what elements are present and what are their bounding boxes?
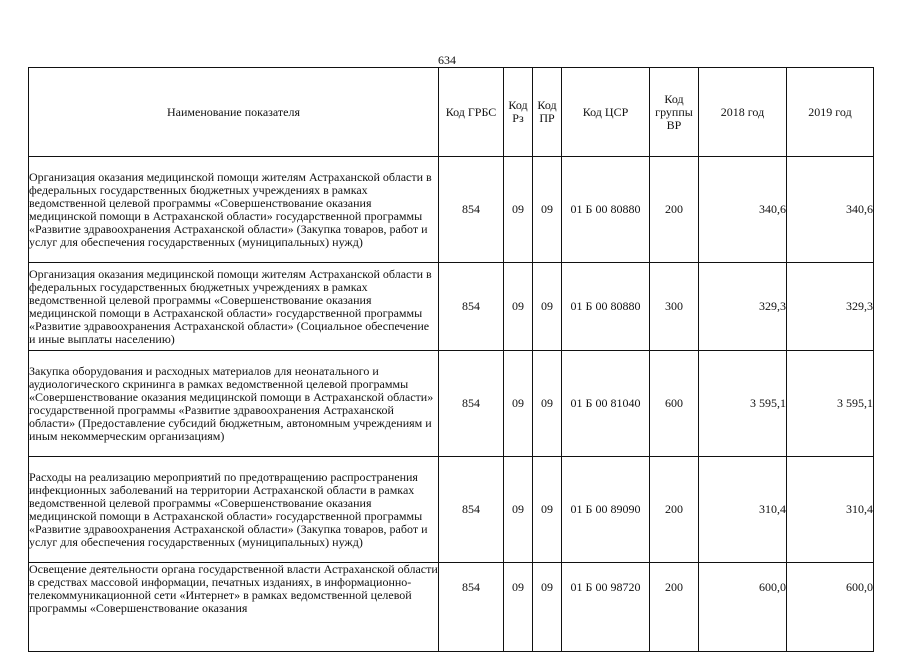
row-name: Организация оказания медицинской помощи жителям Астраханской области в федеральных государственных бюджетных учреждениях в рамках ведомственной целевой программы «Совершенствование оказания медицинской помощи в Астраханской области» государственной программы «Развитие здравоохранения Астраханской области» (Социальное обеспечение и иные выплаты населению): [29, 263, 439, 351]
row-rz: 09: [504, 457, 533, 563]
row-rz: 09: [504, 563, 533, 652]
row-2019: 329,3: [787, 263, 874, 351]
row-grbs: 854: [439, 263, 504, 351]
table-row: [29, 157, 874, 263]
row-name: Организация оказания медицинской помощи жителям Астраханской области в федеральных государственных бюджетных учреждениях в рамках ведомственной целевой программы «Совершенствование оказания медицинской помощи в Астраханской области» государственной программы «Развитие здравоохранения Астраханской области» (Закупка товаров, работ и услуг для обеспечения государственных (муниципальных) нужд): [29, 157, 439, 263]
header-2019: 2019 год: [787, 68, 874, 157]
table-row: [29, 563, 874, 652]
table-row: [29, 457, 874, 563]
table-row: [29, 263, 874, 351]
row-csr: 01 Б 00 81040: [562, 351, 650, 457]
header-name: Наименование показателя: [29, 68, 439, 157]
table-header-row: [29, 68, 874, 157]
row-2019: 3 595,1: [787, 351, 874, 457]
row-csr: 01 Б 00 98720: [562, 563, 650, 652]
table-row: [29, 351, 874, 457]
row-vr: 200: [650, 563, 699, 652]
row-2019: 600,0: [787, 563, 874, 652]
row-2018: 340,6: [699, 157, 787, 263]
row-pr: 09: [533, 351, 562, 457]
row-2019: 340,6: [787, 157, 874, 263]
page-number: 634: [438, 53, 456, 67]
row-vr: 200: [650, 157, 699, 263]
row-2018: 600,0: [699, 563, 787, 652]
row-2018: 3 595,1: [699, 351, 787, 457]
row-rz: 09: [504, 263, 533, 351]
header-rz: Код Рз: [504, 68, 533, 157]
row-csr: 01 Б 00 80880: [562, 157, 650, 263]
row-pr: 09: [533, 563, 562, 652]
row-grbs: 854: [439, 157, 504, 263]
row-pr: 09: [533, 457, 562, 563]
row-2018: 310,4: [699, 457, 787, 563]
row-rz: 09: [504, 157, 533, 263]
row-vr: 300: [650, 263, 699, 351]
row-vr: 600: [650, 351, 699, 457]
row-grbs: 854: [439, 457, 504, 563]
row-name: Освещение деятельности органа государственной власти Астраханской области в средствах массовой информации, печатных изданиях, в информационно-телекоммуникационной сети «Интернет» в рамках ведомственной целевой программы «Совершенствование оказания: [29, 563, 439, 652]
header-vr: Код группы ВР: [650, 68, 699, 157]
row-name: Закупка оборудования и расходных материалов для неонатального и аудиологического скрининга в рамках ведомственной целевой программы «Совершенствование оказания медицинской помощи в Астраханской области» государственной программы «Развитие здравоохранения Астраханской области» (Предоставление субсидий бюджетным, автономным учреждениям и иным некоммерческим организациям): [29, 351, 439, 457]
row-pr: 09: [533, 263, 562, 351]
row-grbs: 854: [439, 563, 504, 652]
row-csr: 01 Б 00 80880: [562, 263, 650, 351]
row-2019: 310,4: [787, 457, 874, 563]
row-2018: 329,3: [699, 263, 787, 351]
header-2018: 2018 год: [699, 68, 787, 157]
row-name: Расходы на реализацию мероприятий по предотвращению распространения инфекционных заболеваний на территории Астраханской области в рамках ведомственной целевой программы «Совершенствование оказания медицинской помощи в Астраханской области» государственной программы «Развитие здравоохранения Астраханской области» (Закупка товаров, работ и услуг для обеспечения государственных (муниципальных) нужд): [29, 457, 439, 563]
header-grbs: Код ГРБС: [439, 68, 504, 157]
header-csr: Код ЦСР: [562, 68, 650, 157]
row-pr: 09: [533, 157, 562, 263]
row-rz: 09: [504, 351, 533, 457]
budget-table: [28, 67, 874, 652]
row-csr: 01 Б 00 89090: [562, 457, 650, 563]
row-vr: 200: [650, 457, 699, 563]
row-grbs: 854: [439, 351, 504, 457]
header-pr: Код ПР: [533, 68, 562, 157]
